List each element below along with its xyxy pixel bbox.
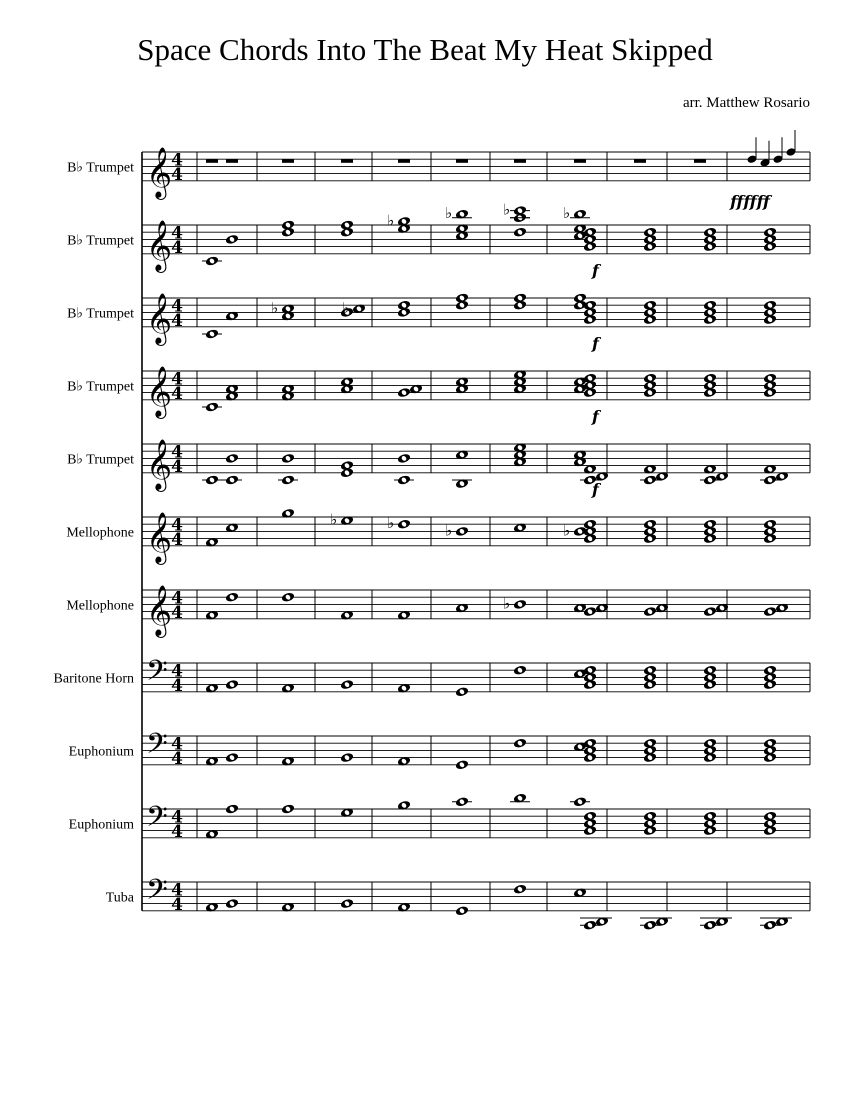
time-signature-top: 4: [171, 880, 183, 901]
whole-rest: [398, 159, 410, 163]
treble-clef: 𝄞: [146, 584, 173, 636]
flat-sign: ♭: [271, 298, 279, 317]
arranger-credit: arr. Matthew Rosario: [682, 95, 810, 111]
treble-clef: 𝄞: [146, 438, 173, 490]
staff-9: [69, 728, 810, 771]
whole-rest: [282, 159, 294, 163]
staff-5: [67, 439, 810, 499]
staff-label: Mellophone: [66, 598, 134, 614]
flat-sign: ♭: [503, 594, 511, 613]
time-signature-bottom: 4: [171, 894, 183, 915]
time-signature-bottom: 4: [171, 456, 183, 477]
whole-rest: [206, 159, 218, 163]
whole-rest: [514, 159, 526, 163]
treble-clef: 𝄞: [146, 511, 173, 563]
time-signature-top: 4: [171, 150, 183, 171]
bass-clef: 𝄢: [146, 654, 168, 695]
flat-sign: ♭: [445, 204, 453, 223]
time-signature-top: 4: [171, 296, 183, 317]
bass-clef: 𝄢: [146, 873, 168, 914]
flat-sign: ♭: [387, 211, 395, 230]
time-signature-bottom: 4: [171, 675, 183, 696]
bass-clef: 𝄢: [146, 727, 168, 768]
flat-sign: ♭: [342, 298, 350, 317]
bass-clef: 𝄢: [146, 800, 168, 841]
staff-label: Mellophone: [66, 525, 134, 541]
time-signature-top: 4: [171, 734, 183, 755]
treble-clef: 𝄞: [146, 292, 173, 344]
whole-rest: [456, 159, 468, 163]
treble-clef: 𝄞: [146, 146, 173, 198]
flat-sign: ♭: [503, 200, 511, 219]
staff-label: B♭ Trumpet: [67, 452, 134, 468]
staff-4: [67, 366, 810, 426]
time-signature-top: 4: [171, 588, 183, 609]
time-signature-bottom: 4: [171, 310, 183, 331]
staff-label: B♭ Trumpet: [67, 306, 134, 322]
time-signature-top: 4: [171, 223, 183, 244]
time-signature-bottom: 4: [171, 529, 183, 550]
staff-label: B♭ Trumpet: [67, 233, 134, 249]
flat-sign: ♭: [563, 521, 571, 540]
staff-label: Euphonium: [68, 744, 134, 760]
staff-11: [106, 874, 810, 931]
staff-1: [67, 130, 810, 211]
staff-6: [66, 508, 810, 565]
whole-rest: [634, 159, 646, 163]
time-signature-bottom: 4: [171, 602, 183, 623]
staff-7: [66, 585, 810, 638]
flat-sign: ♭: [330, 510, 338, 529]
staff-3: [67, 292, 810, 352]
time-signature-bottom: 4: [171, 821, 183, 842]
whole-rest: [574, 159, 586, 163]
staff-label: Baritone Horn: [53, 671, 134, 687]
time-signature-top: 4: [171, 807, 183, 828]
time-signature-top: 4: [171, 515, 183, 536]
dynamic-marking: f: [592, 406, 599, 426]
staff-8: [54, 655, 810, 698]
staff-label: Tuba: [105, 890, 134, 906]
time-signature-bottom: 4: [171, 383, 183, 404]
time-signature-top: 4: [171, 442, 183, 463]
time-signature-top: 4: [171, 369, 183, 390]
staff-label: B♭ Trumpet: [67, 379, 134, 395]
staff-label: Euphonium: [68, 817, 134, 833]
time-signature-top: 4: [171, 661, 183, 682]
time-signature-bottom: 4: [171, 237, 183, 258]
treble-clef: 𝄞: [146, 365, 173, 417]
dynamic-marking: f: [592, 479, 599, 499]
staff-label: B♭ Trumpet: [67, 160, 134, 176]
flat-sign: ♭: [387, 514, 395, 533]
flat-sign: ♭: [445, 521, 453, 540]
time-signature-bottom: 4: [171, 164, 183, 185]
whole-rest: [694, 159, 706, 163]
dynamic-marking: ffffff: [730, 191, 770, 211]
staff-2: [67, 201, 810, 280]
staff-10: [69, 793, 810, 842]
score-title: Space Chords Into The Beat My Heat Skipped: [137, 32, 713, 67]
dynamic-marking: f: [592, 333, 599, 353]
whole-rest: [341, 159, 353, 163]
whole-rest: [226, 159, 238, 163]
treble-clef: 𝄞: [146, 219, 173, 271]
time-signature-bottom: 4: [171, 748, 183, 769]
flat-sign: ♭: [563, 204, 571, 223]
dynamic-marking: f: [592, 260, 599, 280]
